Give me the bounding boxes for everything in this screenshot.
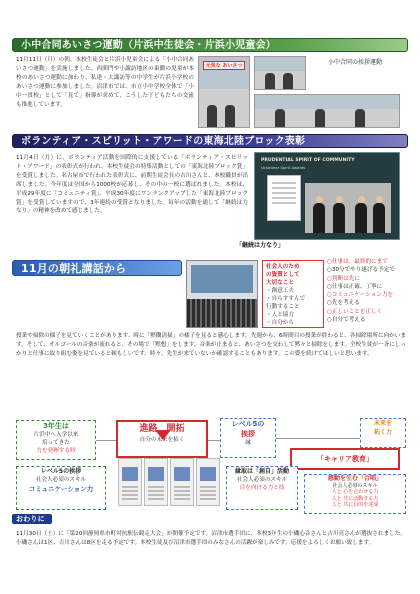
photo-person <box>283 73 293 89</box>
section-title: 小中合同あいさつ運動（片浜中生徒会・片浜小児童会） <box>21 40 276 51</box>
section-body-greeting: 11月11日（月）の朝、本校生徒会と片浜小児童会による「小中合同あいさつ運動」を実施しました。西間門や小諏訪地区の東側の児童が本校のあいさつ運動に加わり、私達・大諏訪等の中学生が片浜小学校のあいさつ運動に参加しました。沼津市では、市立小中学校全体で「小中一貫校」として「見て」指導が求めて、こうした子どもたちの交流も推進しています。 <box>16 57 194 108</box>
photo-person <box>225 105 235 127</box>
tip-item: ○正しいことを正しく <box>327 308 383 315</box>
qualities-line: 社会人のため <box>266 264 300 270</box>
photo-person <box>315 109 325 127</box>
mindmap-text: 挨拶 <box>241 430 255 438</box>
arrow-icon <box>155 430 171 440</box>
thumbnail <box>170 458 194 506</box>
highlight-phrase: 「継続は力なり」 <box>236 242 285 249</box>
photo-background <box>255 57 305 71</box>
connector-line <box>96 440 116 441</box>
mindmap-text: 社会人必須のスキル <box>35 477 87 483</box>
qualities-line: ・人と協力 <box>266 312 294 318</box>
qualities-line: ・自分から <box>266 320 294 326</box>
recipient <box>333 203 345 233</box>
thumbnail <box>144 458 168 506</box>
mindmap-text: 片浜中へ入学以来 <box>33 432 79 438</box>
mindmap-text: コミュニケーション力 <box>28 485 94 493</box>
mindmap-text: 社会人必須のスキル <box>236 477 288 483</box>
qualities-box <box>262 260 324 328</box>
qualities-line: 大切なこと <box>266 280 294 286</box>
tip-item: ○自分で考える <box>327 317 366 324</box>
greeting-photo-1 <box>198 56 250 128</box>
assembly-photo <box>186 260 258 328</box>
photo-person <box>207 105 217 127</box>
mindmap-text: 社会人必須のスキル <box>332 483 378 489</box>
work-tips-list <box>327 258 413 324</box>
greeting-photo-3 <box>254 94 400 128</box>
mindmap-text: レベル5の挨拶 <box>40 468 82 475</box>
mindmap-text: 拓く力 <box>373 429 392 436</box>
mindmap-text: 縁 <box>245 440 251 446</box>
mindmap-text: 進路 開拓 <box>139 424 185 434</box>
recipient <box>373 203 385 233</box>
mindmap-box-greeting-level <box>220 418 276 458</box>
mindmap-box-career-education <box>290 448 400 470</box>
section-body-closing: 11月30日（土）に「第20回静岡県市町対抗駅伝競走大会」が開催予定です。沼津市選手団に、本校3年生の小磯心音さんと吉川亮さんが選抜されました。小磯さんは1区、吉川さんは8区を走る予定です。本校生徒及び沼津市選手団のみなさんの活躍が楽しみです。応援をよろしくお願い致します。 <box>16 531 406 546</box>
tip-item: ○30分でやり遂げる予定で <box>327 267 395 274</box>
mindmap-text: 縁取は「創自」活動 <box>234 468 289 475</box>
section-banner-volunteer <box>12 134 408 148</box>
mindmap-box-communication <box>16 466 106 510</box>
connector-line <box>276 438 360 439</box>
award-recipients <box>305 183 391 233</box>
greeting-caption: 小中合同の挨拶運動 <box>327 59 382 66</box>
activity-thumbnails <box>118 458 220 506</box>
qualities-line: 行動すること <box>266 304 300 310</box>
mindmap-text: 感動を生む「合唱」 <box>327 475 382 482</box>
photo-person <box>355 109 365 127</box>
section-banner-assembly <box>12 260 182 276</box>
tip-item: ○判断は先に <box>327 275 360 282</box>
photo-background <box>255 95 399 109</box>
mindmap-box-chorus <box>304 474 406 514</box>
greeting-photo-2 <box>254 56 306 90</box>
connector-line <box>208 440 220 441</box>
certificate-title: PRUDENTIAL SPIRIT OF COMMUNITY <box>261 158 355 163</box>
section-body-assembly: 授業や掃除の様子を見ていくことがあります。時に「黙働清掃」の様子を見ると感心します。先週から、6時間目の授業が終わると、各掃除場所に向かいます。そして、オルゴールの音楽が流れると、その場で「黙想」をします。音楽が止まると、あいさつを交わして黙々と掃除をします。全校生徒が一斉にしっかりと仕事に取り組む姿を見ていると頼もしいです。時々、先生が来ていないか確認することもあります。この姿を続けてほしいと思います。 <box>16 333 406 357</box>
photo-sign: 元気な あいさつ <box>203 61 245 70</box>
photo-person <box>275 109 285 127</box>
mindmap-box-3rd-years <box>16 420 96 460</box>
mindmap-text: 目を向ける力と技 <box>239 485 285 491</box>
mindmap-box-activity <box>226 466 298 510</box>
section-banner-closing <box>12 514 52 524</box>
mindmap-text: 未来を <box>373 420 392 427</box>
tip-item: ○コミュニケーション力を <box>327 292 394 299</box>
certificate-subtitle: Volunteer Spirit Awards <box>261 165 306 170</box>
thumbnail <box>196 458 220 506</box>
mindmap-text: 自分の未来を拓く <box>139 437 185 443</box>
mindmap-text: 人と 共に活動する力 <box>331 495 379 502</box>
award-certificate-photo <box>254 152 400 240</box>
tip-item: ○仕事は正確、丁寧に <box>327 283 383 290</box>
qualities-line: の資質として <box>266 272 300 278</box>
mindmap-text: 3年生は <box>43 422 69 430</box>
section-banner-greeting <box>12 38 408 52</box>
tip-item: ○仕事は、最終的にまで <box>327 259 388 265</box>
qualities-line: ・自らすすんで <box>266 296 306 302</box>
mindmap-text: 人と 心を合わせる力 <box>331 489 379 495</box>
mindmap-text: レベル5の <box>231 420 265 428</box>
mindmap-text: 培ってきた <box>42 440 70 446</box>
certificate-document <box>267 175 301 221</box>
section-title: ボランティア・スピリット・アワードの東海北陸ブロック表彰 <box>21 136 306 147</box>
thumbnail <box>118 458 142 506</box>
tip-item: ○先を考える <box>327 300 360 307</box>
section-title: 11月の朝礼講話から <box>21 262 127 275</box>
mindmap-text: 人と 共に目的を達成 <box>331 502 379 508</box>
photo-person <box>265 73 275 89</box>
recipient <box>355 203 367 233</box>
section-title: おわりに <box>16 515 45 523</box>
mindmap-text: 「キャリア教育」 <box>317 455 373 463</box>
recipient <box>313 203 325 233</box>
qualities-line: ・創意工夫 <box>266 288 294 294</box>
mindmap-box-future <box>360 418 406 448</box>
mindmap-text: 力を発揮する時 <box>36 448 76 454</box>
section-body-volunteer: 11月4日（月）に、ボランティア活動を国際的に支援している「ボランティア・スピリット・アワード」の表彰式が行われ、本校生徒会の特集活動としての「東海北陸ブロック賞」を受賞しました。名古屋市で行われた表彰式に、前期生徒会長の吉川さんと、本校職員が出席しました。今年度は全国から1000校が応募し、その中の一校に選ばれました。本校は、平成29年度に「コミュニティ賞」、平成30年度にワンランクアップした「東海北陸ブロック賞」を受賞していますので、3年連続の受賞となりました。毎年の活動を通して「継続は力なり」の精神を改めて感じました。 <box>16 155 248 215</box>
